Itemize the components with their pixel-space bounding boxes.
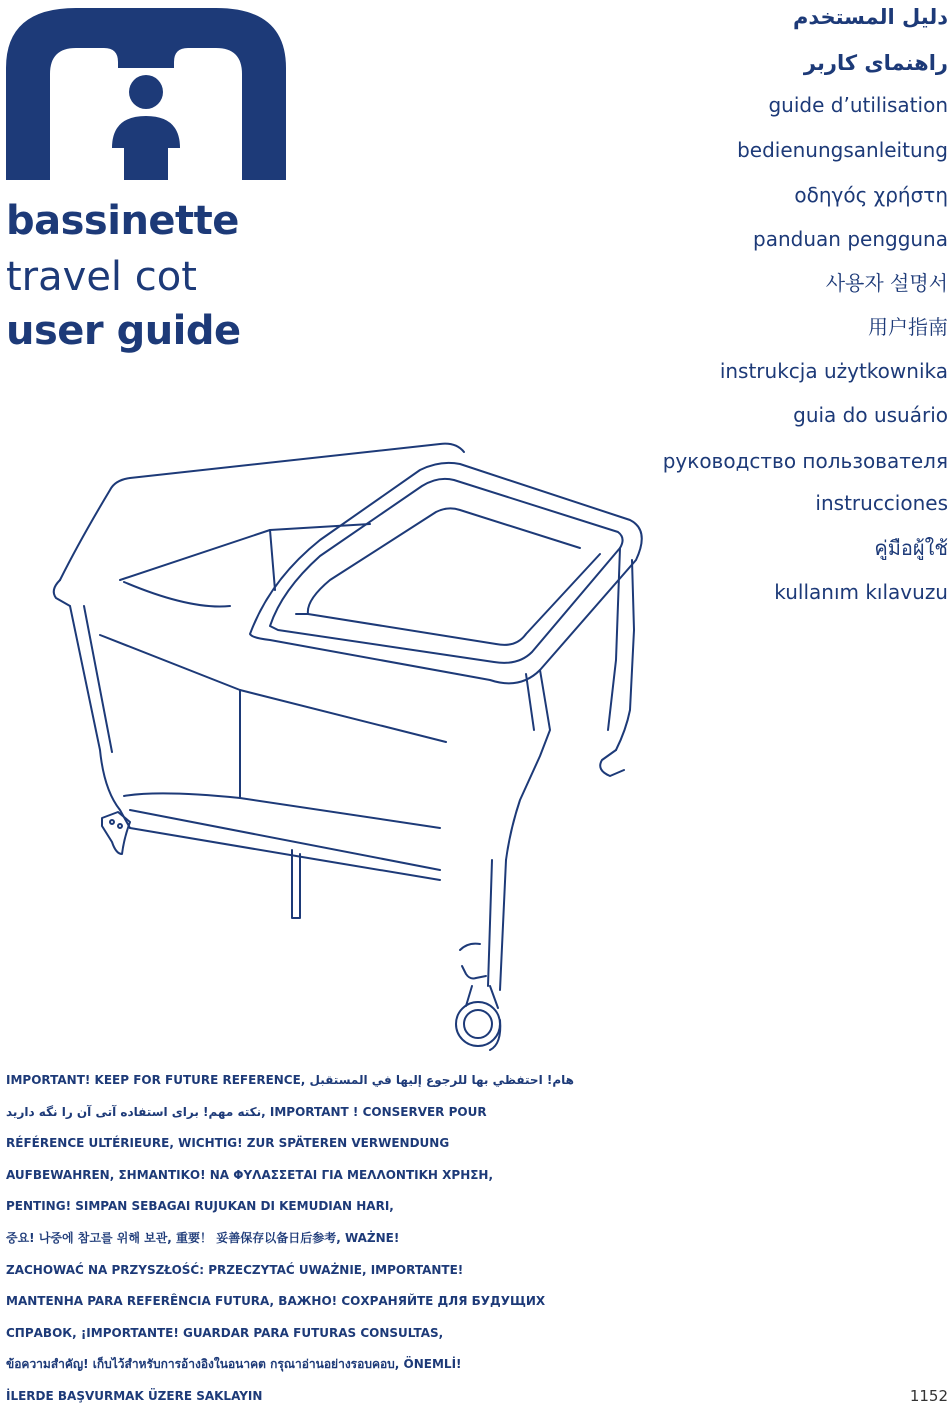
language-item: instrukcja użytkownika [719, 359, 948, 383]
notice-line: 중요! 나중에 참고를 위해 보관, 重要！ 妥善保存以备日后参考, WAŻNE! [6, 1230, 400, 1245]
language-item: instrucciones [815, 491, 948, 515]
logo-body [112, 116, 180, 180]
notice-line: MANTENHA PARA REFERÊNCIA FUTURA, ВАЖНО! СОХРАНЯЙТЕ ДЛЯ БУДУЩИХ [6, 1294, 546, 1309]
document-code: 1152 [909, 1387, 948, 1405]
notice-line: ZACHOWAĆ NA PRZYSZŁOŚĆ: PRZECZYTAĆ UWAŻNIE, IMPORTANTE! [6, 1262, 464, 1277]
language-item: руководство пользователя [662, 449, 948, 473]
language-item: 사용자 설명서 [825, 271, 948, 295]
cot-left-leg [70, 606, 130, 828]
language-item: οδηγός χρήστη [794, 183, 948, 207]
notice-line: PENTING! SIMPAN SEBAGAI RUJUKAN DI KEMUDIAN HARI, [6, 1199, 394, 1214]
cot-left-foot [102, 812, 130, 854]
language-item: kullanım kılavuzu [774, 580, 948, 604]
language-item: guide d’utilisation [768, 93, 948, 117]
notice-line: IMPORTANT! KEEP FOR FUTURE REFERENCE, هام! احتفظي بها للرجوع إليها في المستقبل [6, 1073, 574, 1087]
cot-top-rail-left [60, 444, 464, 580]
title-bassinette: bassinette [6, 198, 239, 244]
title-user-guide: user guide [6, 308, 241, 354]
notice-line: СПРАВОК, ¡IMPORTANTE! GUARDAR PARA FUTURAS CONSULTAS, [6, 1325, 444, 1340]
cot-right-leg [506, 670, 550, 860]
notice-line: نکته مهم! برای استفاده آتی آن را نگه دارید, IMPORTANT ! CONSERVER POUR [6, 1104, 487, 1119]
language-item: คู่มือผู้ใช้ [874, 536, 948, 560]
language-item: 用户指南 [868, 315, 948, 339]
title-travel-cot: travel cot [6, 254, 197, 300]
notice-line: RÉFÉRENCE ULTÉRIEURE, WICHTIG! ZUR SPÄTEREN VERWENDUNG [6, 1136, 450, 1151]
language-item: guia do usuário [793, 403, 948, 427]
notice-line: ข้อความสำคัญ! เก็บไว้สำหรับการอ้างอิงในอนาคต กรุณาอ่านอย่างรอบคอบ, ÖNEMLİ! [6, 1357, 462, 1372]
language-item: panduan pengguna [753, 227, 948, 251]
notice-line: İLERDE BAŞVURMAK ÜZERE SAKLAYIN [6, 1388, 263, 1403]
cot-wheel [456, 1002, 500, 1046]
logo-head [129, 75, 163, 109]
important-notice [6, 1065, 950, 1413]
brand-logo [6, 8, 286, 180]
notice-line: AUFBEWAHREN, ΣΗΜΑΝΤΙΚΟ! ΝΑ ΦΥΛΑΣΣΕΤΑΙ ΓΙΑ ΜΕΛΛΟΝΤΙΚΗ ΧΡΗΣΗ, [6, 1167, 494, 1182]
language-item: دليل المستخدم [792, 5, 948, 29]
language-item: bedienungsanleitung [737, 138, 948, 162]
language-item: راهنمای کاربر [803, 51, 948, 75]
travel-cot-illustration [20, 430, 660, 1070]
